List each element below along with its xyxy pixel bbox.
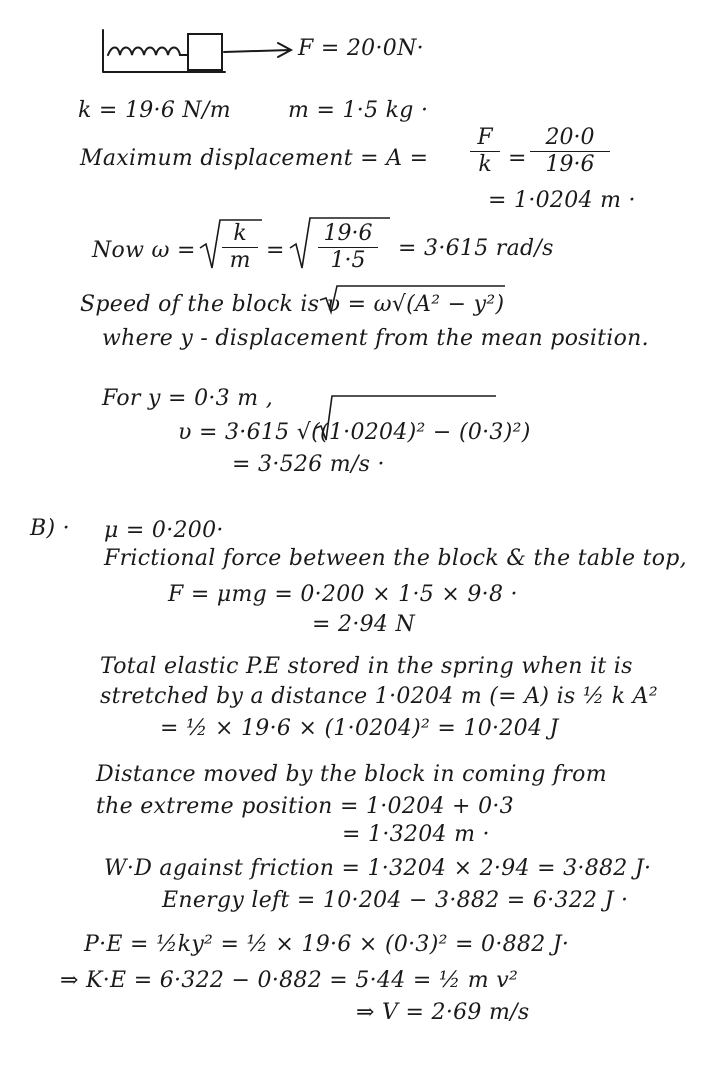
distance-line-2: the extreme position = 1·0204 + 0·3 xyxy=(96,794,514,819)
friction-line: Frictional force between the block & the table top, xyxy=(104,546,687,571)
friction-formula: F = μmg = 0·200 × 1·5 × 9·8 · xyxy=(168,582,518,607)
v-result: = 3·526 m/s · xyxy=(232,452,385,477)
given-m: m = 1·5 kg · xyxy=(288,98,429,123)
pe-final-line: P·E = ½ky² = ½ × 19·6 × (0·3)² = 0·882 J· xyxy=(84,932,570,957)
friction-result: = 2·94 N xyxy=(312,612,416,637)
work-done-line: W·D against friction = 1·3204 × 2·94 = 3·882 J· xyxy=(104,856,652,881)
energy-left-line: Energy left = 10·204 − 3·882 = 6·322 J · xyxy=(162,888,629,913)
frac1-denominator: k xyxy=(478,152,492,177)
omega-fraction-symbolic: k m xyxy=(222,222,258,273)
pe-line-2: stretched by a distance 1·0204 m (= A) is ½ k A² xyxy=(100,684,658,709)
pe-calculation: = ½ × 19·6 × (1·0204)² = 10·204 J xyxy=(160,716,559,741)
ke-line: ⇒ K·E = 6·322 − 0·882 = 5·44 = ½ m v² xyxy=(60,968,519,993)
given-k: k = 19·6 N/m xyxy=(78,98,231,123)
for-line: For y = 0·3 m , xyxy=(102,386,273,411)
part-b-label: B) · xyxy=(30,516,70,541)
v-expression: υ = 3·615 √((1·0204)² − (0·3)²) xyxy=(178,420,531,445)
omega-lead: Now ω = xyxy=(92,238,196,263)
speed-formula-line: Speed of the block is υ = ω√(A² − y²) xyxy=(80,292,505,317)
max-displacement-result: = 1·0204 m · xyxy=(488,188,636,213)
frac2-denominator: 19·6 xyxy=(545,152,595,177)
omega-result: = 3·615 rad/s xyxy=(398,236,554,261)
frac2-numerator: 20·0 xyxy=(545,125,595,150)
omega-fraction-values: 19·6 1·5 xyxy=(318,222,378,273)
force-label: F = 20·0N· xyxy=(298,36,424,61)
frac1-numerator: F xyxy=(477,125,493,150)
pe-line-1: Total elastic P.E stored in the spring when it is xyxy=(100,654,633,679)
distance-result: = 1·3204 m · xyxy=(342,822,490,847)
v-final-line: ⇒ V = 2·69 m/s xyxy=(356,1000,530,1025)
distance-line-1: Distance moved by the block in coming from xyxy=(96,762,607,787)
solution-page: F = 20·0N· k = 19·6 N/m m = 1·5 kg · Maximum displacement = A = F k = 20·0 19·6 = 1·0204 m · Now ω = k m = 19·6 1·5 = 3·615 rad/s Speed of the block is υ = ω√(A² − y²) where y - displacement from the mean position. For y = 0·3 m , υ = 3·615 √((1·0204)² − (0·3)²) = 3·526 m/s · B) · μ = 0·200· Frictional force between the block & the table top, F = μmg = 0·200 × 1·5 × 9·8 · = 2·94 N Total elastic P.E stored in the spring when it is stretched by a distance 1·0204 m (= A) is ½ k A² = ½ × 19·6 × (1·0204)² = 10·204 J Distance moved by the block in coming from the extreme position = 1·0204 + 0·3 = 1·3204 m · W·D against friction = 1·3204 × 2·94 = 3·882 J· Energy left = 10·204 − 3·882 = 6·322 J · P·E = ½ky² = ½ × 19·6 × (0·3)² = 0·882 J· ⇒ K·E = 6·322 − 0·882 = 5·44 = ½ m v² ⇒ V = 2·69 m/s xyxy=(0,0,720,1080)
mu-value: μ = 0·200· xyxy=(104,518,224,543)
where-line: where y - displacement from the mean position. xyxy=(102,326,649,351)
max-displacement-label: Maximum displacement = A = xyxy=(80,146,429,171)
